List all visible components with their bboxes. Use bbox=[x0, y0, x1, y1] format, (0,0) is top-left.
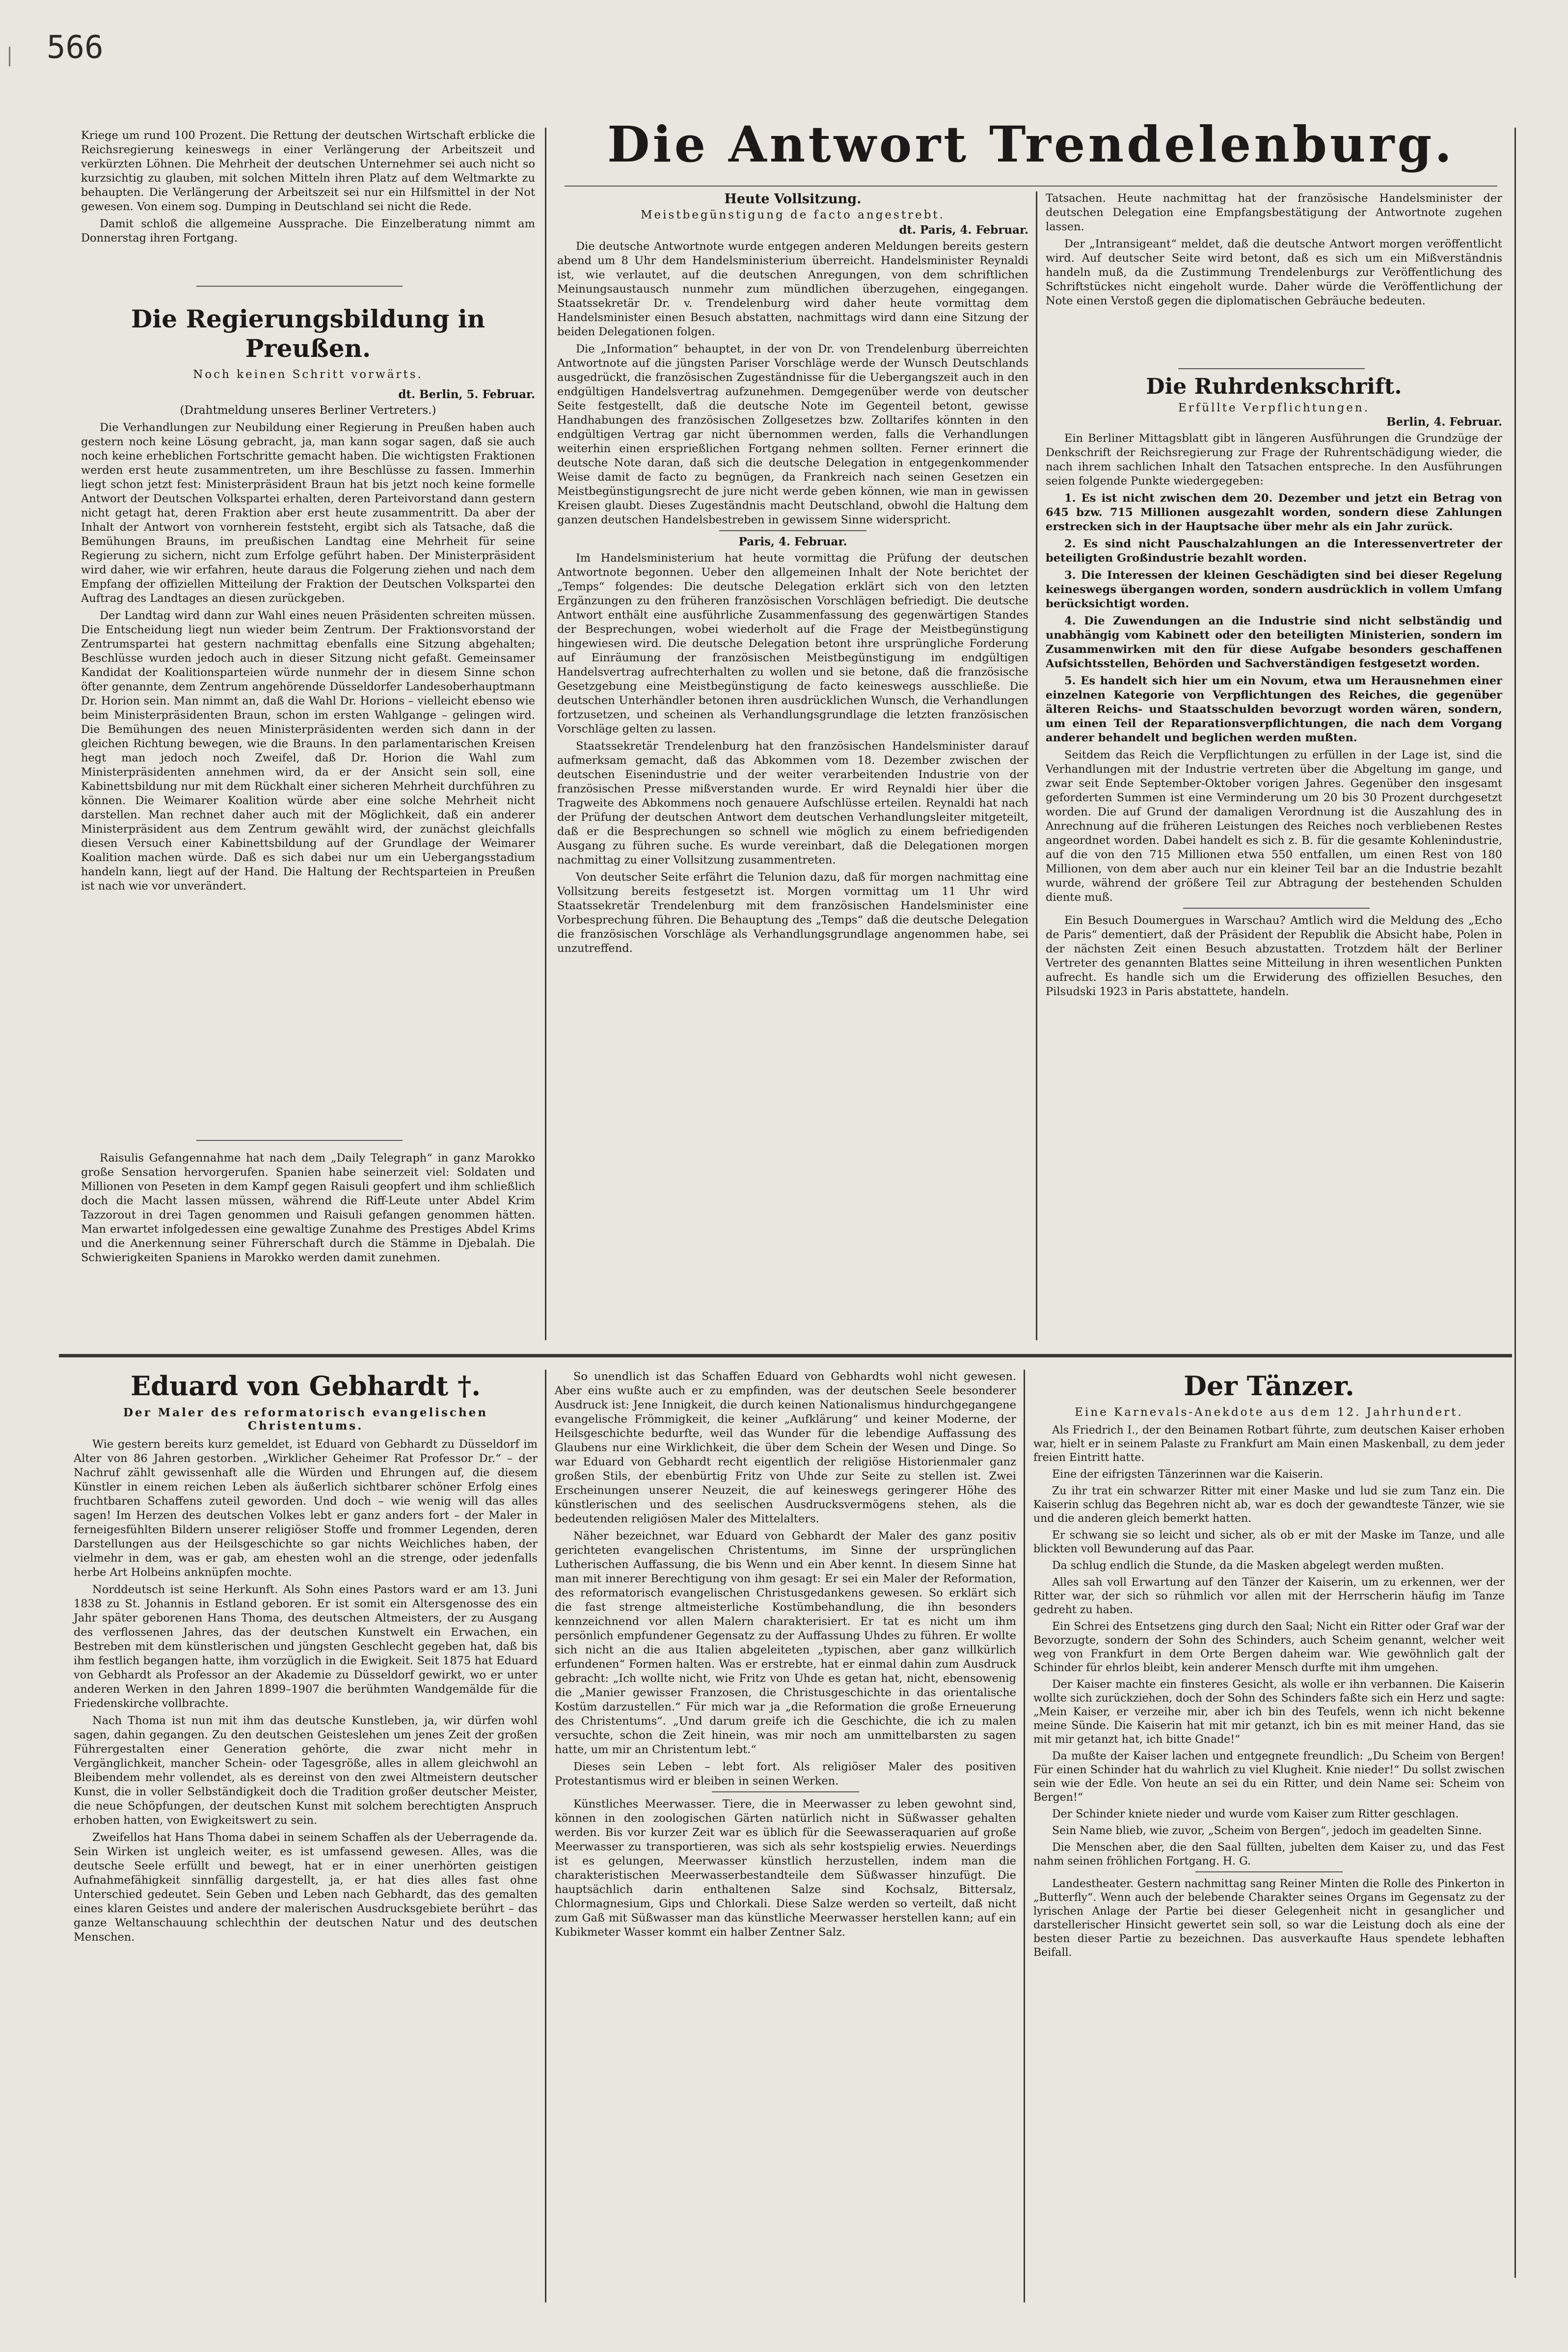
article-paragraph: Norddeutsch ist seine Herkunft. Als Sohn eines Pastors ward er am 13. Juni 1838 zu St. Johannis in Estland geboren. Er ist somit ein Altersgenosse des ein Jahr später geborenen Hans Thoma, des deutschen Altmeisters, der zu Ausgang des verflossenen Jahres, das der deutschen Kunstwelt ein Erwachen, ein Bestreben mit dem künstlerischen und jüngsten Geschlecht gegeben hat, daß bis ihm festlich begangen hatte, ihm vorzüglich in die Ewigkeit. Seit 1875 hat Eduard von Gebhardt als Professor an der Akademie zu Düsseldorf gewirkt, wo er unter anderen Werken in den Jahren 1899–1907 die berühmten Wandgemälde für die Friedenskirche vollbrachte. bbox=[74, 1583, 538, 1710]
article-paragraph: Die „Information“ behauptet, in der von Dr. von Trendelenburg überreichten Antwortnote auf die jüngsten Pariser Vorschläge werde der Wunsch Deutschlands ausgedrückt, die französischen Zugeständnisse für die Uebergangszeit auch in den endgültigen Handelsvertrag aufzunehmen. Demgegenüber werde von deutscher Seite festgestellt, daß die deutsche Note im Gegenteil betont, gewisse Handhabungen des französischen Zollgesetzes bzw. Zolltarifes könnten in den endgültigen Vertrag gar nicht übernommen werden, falls die Verhandlungen weiterhin einen ersprießlichen Fortgang nehmen sollten. Ferner erinnert die deutsche Note daran, daß sich die deutsche Delegation in entgegenkommender Weise damit de facto zu begnügen, da Frankreich nach seinen Gesetzen ein Meistbegünstigungsrecht de jure nicht werde geben können, wie man in gewissen Kreisen glaubt. Dieses Zugeständnis macht Deutschland, obwohl die Haltung dem ganzen deutschen Handelsbestreben in gewissem Sinne widerspricht. bbox=[557, 343, 1028, 526]
article-subtitle: Der Maler des reformatorisch evangelischen Christentums. bbox=[123, 1406, 488, 1433]
list-item: 4. Die Zuwendungen an die Industrie sind nicht selbständig und unabhängig vom Kabinett oder den beteiligten Ministerien, sondern im Zusammenwirken mit den für diese Aufgabe besonders geschaffenen Aufsichtsstellen, Behörden und Sachverständigen festgesetzt worden. bbox=[1046, 615, 1502, 670]
article-paragraph: Da schlug endlich die Stunde, da die Masken abgelegt werden mußten. bbox=[1052, 1560, 1444, 1572]
headline-rule bbox=[565, 186, 1497, 187]
article-subtitle: Eine Karnevals-Anekdote aus dem 12. Jahrhundert. bbox=[1075, 1406, 1463, 1419]
list-item: 2. Es sind nicht Pauschalzahlungen an die Interessenvertreter der beteiligten Großindustrie bezahlt worden. bbox=[1046, 538, 1502, 565]
dateline: dt. Paris, 4. Februar. bbox=[899, 223, 1028, 237]
article-subheading: Heute Vollsitzung. bbox=[724, 191, 862, 207]
article-paragraph: So unendlich ist das Schaffen Eduard von Gebhardts wohl nicht gewesen. Aber eins wußte auch er zu empfinden, was der deutschen Seele besonderer Ausdruck ist: Jene Innigkeit, die durch keinen Nationalismus hindurchgegangene evangelische Frömmigkeit, die keiner „Aufklärung“ und keiner Moderne, der Heilsgeschichte bedurfte, weil das Wunder für die lebendige Auffassung des Glaubens nur eine Wirklichkeit, die über dem Schein der Wesen und Dinge. So war Eduard von Gebhardt recht eigentlich der religiöse Historienmaler ganz großen Stils, der ebenbürtig Fritz von Uhde zur Seite zu stellen ist. Zwei Erscheinungen unserer Neuzeit, die auf keineswegs geringerer Höhe des künstlerischen und des seelischen Ausdrucksvermögens stehen, als die bedeutenden religiösen Maler des Mittelalters. bbox=[555, 1370, 1016, 1525]
article-paragraph: Von deutscher Seite erfährt die Telunion dazu, daß für morgen nachmittag eine Vollsitzung bereits festgesetzt ist. Morgen vormittag um 11 Uhr wird Staatssekretär Trendelenburg mit dem französischen Handelsminister eine Vorbesprechung führen. Die Behauptung des „Temps“ daß die deutsche Delegation die französischen Vorschläge als Verhandlungsgrundlage angenommen habe, sei unzutreffend. bbox=[557, 871, 1028, 955]
article-title: Die Ruhrdenkschrift. bbox=[1146, 374, 1402, 399]
byline: (Drahtmeldung unseres Berliner Vertreters.) bbox=[180, 404, 436, 417]
dateline: Berlin, 4. Februar. bbox=[1386, 415, 1502, 429]
article-paragraph: Ein Schrei des Entsetzens ging durch den Saal; Nicht ein Ritter oder Graf war der Bevorzugte, sondern der Sohn des Schinders, auch Scheim genannt, welcher weit weg von Frankfurt in dem Orte Bergen daheim war. Wie gewöhnlich galt der Schinder für ehrlos bleibt, kein anderer Mensch durfte mit ihm umgehen. bbox=[1033, 1621, 1505, 1674]
gebhardt-col2 bbox=[555, 1370, 1016, 1943]
article-paragraph: Wie gestern bereits kurz gemeldet, ist Eduard von Gebhardt zu Düsseldorf im Alter von 86 Jahren gestorben. „Wirklicher Geheimer Rat Professor Dr.“ – der Nachruf zählt gewissenhaft alle die Würden und Ehrungen auf, die diesem Künstler in einem reichen Leben als äußerlich sichtbarer schöner Erfolg eines fruchtbaren Schaffens zuteil geworden. Und doch – wie wenig will das alles sagen! Im Herzen des deutschen Volkes lebt er ganz anders fort – der Maler in ferneigesfühlten Bildern unserer religiöser Stoffe und frommer Legenden, deren Darstellungen aus der Heilsgeschichte so gar nichts Weichliches haben, der vielmehr in dem, was er gab, am ehesten wohl an die strenge, oder jedenfalls herbe Art Holbeins anknüpfen mochte. bbox=[74, 1438, 538, 1579]
list-item: 5. Es handelt sich hier um ein Novum, etwa um Herausnehmen einer einzelnen Kategorie von Verpflichtungen des Reiches, die gegenüber älteren Reichs- und Staatsschulden bevorzugt worden wären, sondern, um einen Teil der Reparationsverpflichtungen, die nach dem Vorgang anderer behandelt und beglichen werden mußten. bbox=[1046, 675, 1502, 744]
article-paragraph: Der Landtag wird dann zur Wahl eines neuen Präsidenten schreiten müssen. Die Entscheidung liegt nun wieder beim Zentrum. Der Fraktionsvorstand der Zentrumspartei hat gestern nachmittag ebenfalls eine Sitzung abgehalten; Beschlüsse wurden jedoch auch in dieser Sitzung nicht gefaßt. Gemeinsamer Kandidat der Koalitionsparteien würde nunmehr der in diesem Sinne schon öfter genannte, dem Zentrum angehörende Düsseldorfer Landesoberhauptmann Dr. Horion sein. Man nimmt an, daß die Wahl Dr. Horions – vielleicht ebenso wie beim Ministerpräsidenten Braun, schon im ersten Wahlgange – gelingen wird. Die Bemühungen des neuen Ministerpräsidenten werden sich dann in der gleichen Richtung bewegen, wie die Brauns. In den parlamentarischen Kreisen hegt man jedoch noch Zweifel, daß Dr. Horion die Wahl zum Ministerpräsidenten annehmen wird, da er der Ansicht sein soll, eine Kabinettsbildung nur mit dem Rückhalt einer sicheren Mehrheit durchführen zu können. Die Weimarer Koalition würde aber eine solche Mehrheit nicht darstellen. Man rechnet daher auch mit der Möglichkeit, daß ein anderer Ministerpräsident aus dem Zentrum gewählt wird, der zunächst gleichfalls diesen Versuch einer Kabinettsbildung auf der Grundlage der Weimarer Koalition machen würde. Daß es sich dabei nur um ein Uebergangsstadium handeln kann, liegt auf der Hand. Die Haltung der Rechtsparteien in Preußen ist nach wie vor unverändert. bbox=[81, 609, 535, 892]
article-paragraph: Seitdem das Reich die Verpflichtungen zu erfüllen in der Lage ist, sind die Verhandlungen mit der Industrie vertreten über die Abgeltung im gange, und zwar seit Ende September-Oktober vorigen Jahres. Gegenüber den insgesamt geforderten Summen ist eine Verminderung um 20 bis 30 Prozent durchgesetzt worden. Die auf Grund der damaligen Verordnung ist die Auszahlung des in Anrechnung auf die früheren Leistungen des Reiches noch verbliebenen Restes angeordnet worden. Dabei handelt es sich z. B. für die gesamte Kohlenindustrie, auf die von den 715 Millionen etwa 550 entfallen, um einen Rest von 180 Millionen, von dem aber auch nur ein kleiner Teil bar an die Industrie bezahlt wurde, während der größere Teil zur Abtragung der bestehenden Schulden diente muß. bbox=[1046, 749, 1502, 904]
list-item: 3. Die Interessen der kleinen Geschädigten sind bei dieser Regelung keineswegs übergangen worden, sondern ausdrücklich in vollem Umfang berücksichtigt worden. bbox=[1046, 569, 1502, 610]
dateline: dt. Berlin, 5. Februar. bbox=[398, 388, 535, 401]
article-rule bbox=[712, 1791, 859, 1792]
continuation-paragraph: Kriege um rund 100 Prozent. Die Rettung der deutschen Wirtschaft erblicke die Reichsregierung keineswegs in einer Verlängerung der Arbeitszeit und verkürzten Löhnen. Die Mehrheit der deutschen Unternehmer sei auch nicht so kurzsichtig zu glauben, mit solchen Mitteln ihren Platz auf dem Weltmarkte zu behaupten. Die Verlängerung der Arbeitszeit sei nur ein Hilfsmittel in der Not gewesen. Von einem sog. Dumping in Deutschland sei nicht die Rede. bbox=[81, 129, 535, 213]
article-rule bbox=[196, 286, 403, 287]
article-paragraph: Im Handelsministerium hat heute vormittag die Prüfung der deutschen Antwortnote begonnen. Ueber den allgemeinen Inhalt der Note berichtet der „Temps“ folgendes: Die deutsche Delegation erklärt sich von den letzten Ergänzungen zu den früheren französischen Vorschlägen befriedigt. Die deutsche Antwort enthält eine ausführliche Zusammenfassung des gegenwärtigen Standes der Besprechungen, wobei wiederholt auf die Frage der Meistbegünstigung hingewiesen wird. Die deutsche Delegation betont ihre ursprüngliche Forderung auf Einräumung der französischen Meistbegünstigung im endgültigen Handelsvertrag aufrechterhalten zu wollen und sie betone, daß die französische Gesetzgebung eine Meistbegünstigung de facto keineswegs ausschließe. Die deutschen Unterhändler betonen ihren ausdrücklichen Wunsch, die Verhandlungen fortzusetzen, und scheinen als Verhandlungsgrundlage die letzten französischen Vorschläge gelten zu lassen. bbox=[557, 552, 1028, 735]
article-paragraph: Er schwang sie so leicht und sicher, als ob er mit der Maske im Tanze, und alle blickten voll Bewunderung auf das Paar. bbox=[1033, 1529, 1505, 1555]
page-edge-rule bbox=[1514, 128, 1516, 2278]
article-paragraph: Zweifellos hat Hans Thoma dabei in seinem Schaffen als der Ueberragende da. Sein Wirken ist ungleich weiter, es ist umfassend gewesen. Alles, was die deutsche Seele erfüllt und bewegt, hat er in einer unerhörten geistigen Aufnahmefähigkeit sinnfällig dargestellt, ja, er hat dies alles fast ohne Unterschied gedeutet. Sein Geben und Leben nach Gebhardt, das des gemalten eines klaren Geistes und andere der malerischen Ausdrucksgebiete berührt – das ganze Weltanschauung schlechthin der deutschen Natur und des deutschen Menschen. bbox=[74, 1831, 538, 1944]
column-rule-bottom-left bbox=[545, 1370, 546, 2302]
article-paragraph: Staatssekretär Trendelenburg hat den französischen Handelsminister darauf aufmerksam gemacht, daß das Abkommen vom 18. Dezember zwischen der deutschen Eisenindustrie und der weiter verarbeitenden Industrie von der französischen Presse mißverstanden wurde. Er wird Reynaldi hier über die Tragweite des Abkommens noch genauere Aufschlüsse erteilen. Reynaldi hat nach der Prüfung der deutschen Antwort dem deutschen Verhandlungsleiter mitgeteilt, daß er die Besprechungen so schnell wie möglich zu einem befriedigenden Ausgang zu führen suche. Es wurde vereinbart, daß die Delegationen morgen nachmittag zu einer Vollsitzung zusammentreten. bbox=[557, 740, 1028, 866]
article-paragraph: Tatsachen. Heute nachmittag hat der französische Handelsminister der deutschen Delegation eine Empfangsbestätigung der Antwortnote zugehen lassen. bbox=[1046, 192, 1502, 233]
article-subtitle: Meistbegünstigung de facto angestrebt. bbox=[641, 209, 945, 221]
article-subtitle: Noch keinen Schritt vorwärts. bbox=[193, 368, 423, 381]
article-paragraph: Raisulis Gefangennahme hat nach dem „Daily Telegraph“ in ganz Marokko große Sensation hervorgerufen. Spanien habe seinerzeit viel: Soldaten und Millionen von Peseten in dem Kampf gegen Raisuli geopfert und ihm schließlich doch die Macht lassen müssen, während die Riff-Leute unter Abdel Krim Tazzorout in drei Tagen genommen und Raisuli gefangen genommen hätten. Man erwartet infolgedessen eine gewaltige Zunahme des Prestiges Abdel Krims und die Anerkennung seiner Führerschaft durch die Stämme in Djebalah. Die Schwierigkeiten Spaniens in Marokko werden damit zunehmen. bbox=[81, 1152, 535, 1264]
raisuli-article bbox=[81, 1151, 535, 1268]
article-paragraph: Landestheater. Gestern nachmittag sang Reiner Minten die Rolle des Pinkerton in „Butterfly“. Wenn auch der belebende Charakter seines Organs im Gegensatz zu der lyrischen Anlage der Partie bei dieser Gelegenheit nicht in gesanglicher und darstellerischer Hinsicht gewertet sein soll, so war die Leistung doch als eine der besten dieser Partie zu bezeichnen. Das ausverkaufte Haus spendete lebhaften Beifall. bbox=[1033, 1878, 1505, 1959]
article-paragraph: Dieses sein Leben – lebt fort. Als religiöser Maler des positiven Protestantismus wird er bleiben in seinen Werken. bbox=[555, 1760, 1016, 1787]
article-paragraph: Als Friedrich I., der den Beinamen Rotbart führte, zum deutschen Kaiser erhoben war, hielt er in seinem Palaste zu Frankfurt am Main einen Maskenball, zu dem jeder freien Eintritt hatte. bbox=[1033, 1424, 1505, 1464]
trendelenburg-col1 bbox=[557, 191, 1028, 959]
prussia-article bbox=[81, 304, 535, 896]
column-rule-bottom-mid bbox=[1024, 1370, 1025, 2302]
article-paragraph: Der Schinder kniete nieder und wurde vom Kaiser zum Ritter geschlagen. bbox=[1052, 1808, 1459, 1820]
article-rule bbox=[196, 1140, 403, 1141]
article-paragraph: Der Kaiser machte ein finsteres Gesicht, als wolle er ihn verbannen. Die Kaiserin wollte sich zurückziehen, doch der Sohn des Schinders faßte sich ein Herz und sagte: „Mein Kaiser, er verzeihe mir, aber ich bin des Teufels, wenn ich nicht bekenne meine Sünde. Die Kaiserin hat mit mir getanzt, ich bin es mit meiner Hand, das sie mit mir getanzt hat, ich bitte Gnade!“ bbox=[1033, 1678, 1505, 1746]
article-paragraph: Da mußte der Kaiser lachen und entgegnete freundlich: „Du Scheim von Bergen! Für einen Schinder hat du wahrlich zu viel Klugheit. Knie nieder!“ Du sollst zwischen sein wie der Edle. Von heute an sei du ein Ritter, und dein Name sei: Scheim von Bergen!“ bbox=[1033, 1750, 1505, 1804]
article-rule bbox=[1183, 908, 1370, 909]
article-paragraph: Zu ihr trat ein schwarzer Ritter mit einer Maske und lud sie zum Tanz ein. Die Kaiserin schlug das Begehren nicht ab, war es doch der gewandteste Tänzer, wie sie und die anderen gleich bemerkt hatten. bbox=[1033, 1485, 1505, 1525]
margin-mark bbox=[9, 47, 30, 66]
article-paragraph: Ein Besuch Doumergues in Warschau? Amtlich wird die Meldung des „Echo de Paris“ dementiert, daß der Präsident der Republik die Absicht habe, Polen in der nächsten Zeit einen Besuch abzustatten. Trotzdem hält der Berliner Vertreter des genannten Blattes seine Mitteilung in ihren wesentlichen Punkten aufrecht. Es handle sich um die Erwiderung des offiziellen Besuches, den Pilsudski 1923 in Paris abstattete, handeln. bbox=[1046, 914, 1502, 998]
continuation-paragraph: Damit schloß die allgemeine Aussprache. Die Einzelberatung nimmt am Donnerstag ihren Fortgang. bbox=[81, 217, 535, 244]
article-rule bbox=[1195, 1871, 1343, 1872]
article-subtitle: Erfüllte Verpflichtungen. bbox=[1178, 402, 1370, 414]
list-item: 1. Es ist nicht zwischen dem 20. Dezember und jetzt ein Betrag von 645 bzw. 715 Millionen ausgezahlt worden, sondern diese Zahlungen erstrecken sich in der Hauptsache über mehr als ein Jahr zurück. bbox=[1046, 492, 1502, 533]
gebhardt-article bbox=[74, 1370, 538, 1947]
article-paragraph: Die Verhandlungen zur Neubildung einer Regierung in Preußen haben auch gestern noch keine Lösung gebracht, ja, man kann sogar sagen, daß sie auch noch keine erheblichen Fortschritte gemacht haben. Die wichtigsten Fraktionen werden erst heute zusammentreten, um ihre Beschlüsse zu fassen. Immerhin liegt schon jetzt fest: Ministerpräsident Braun hat bis jetzt noch keine formelle Antwort der Deutschen Volkspartei erhalten, deren Parteivorstand dann gestern nicht getagt hat, deren Fraktion aber erst heute zusammentritt. Da aber der Inhalt der Antwort von vornherein feststeht, ergibt sich als Tatsache, daß die Bemühungen Brauns, im preußischen Landtag eine Mehrheit für seine Regierung zu sichern, nicht zum Erfolge geführt haben. Der Ministerpräsident wird daher, wie wir erfahren, heute daraus die Folgerung ziehen und nach dem Empfang der offiziellen Mitteilung der Fraktion der Deutschen Volkspartei den Auftrag des Landtages an diesen zurückgeben. bbox=[81, 421, 535, 605]
taenzer-article bbox=[1033, 1370, 1505, 1963]
column-rule-left bbox=[545, 128, 546, 1340]
article-paragraph: Sein Name blieb, wie zuvor, „Scheim von Bergen“, jedoch im geadelten Sinne. bbox=[1052, 1825, 1482, 1837]
headline: Die Antwort Trendelenburg. bbox=[607, 115, 1455, 173]
article-paragraph: Der „Intransigeant“ meldet, daß die deutsche Antwort morgen veröffentlicht wird. Auf deutscher Seite wird betont, daß es sich um ein Mißverständnis handeln muß, da die Zustimmung Trendelenburgs zur Veröffentlichung des Schriftstückes nicht eingeholt wurde. Daher würde die Veröffentlichung der Note einen Verstoß gegen die diplomatischen Gebräuche bedeuten. bbox=[1046, 238, 1502, 307]
article-paragraph: Nach Thoma ist nun mit ihm das deutsche Kunstleben, ja, wir dürfen wohl sagen, dahin gegangen. Zu den deutschen Geisteslehen um jenes Zeit der großen Führergestalten einer Generation gehörte, die zwar nicht mehr in Vergänglichkeit, mancher Schein- oder Tagesgröße, alles in allem gleichwohl an Bleibendem mehr vollendet, als es dereinst von den zwei Altmeistern deutscher Kunst, die in voller Selbständigkeit doch die Tradition großer deutscher Meister, die neue Schöpfungen, der deutschen Kunst mit solchem berechtigten Anspruch erhoben hatten, von Ewigkeitswert zu sein. bbox=[74, 1714, 538, 1827]
article-rule bbox=[1178, 368, 1365, 369]
article-rule bbox=[719, 530, 866, 531]
page-number: 566 bbox=[47, 29, 104, 66]
top-left-continuation bbox=[81, 129, 535, 248]
article-paragraph: Die deutsche Antwortnote wurde entgegen anderen Meldungen bereits gestern abend um 8 Uhr dem Handelsministerium überreicht. Handelsminister Reynaldi ist, wie verlautet, auf die deutschen Anregungen, von dem schriftlichen Meinungsaustausch nunmehr zum mündlichen überzugehen, eingegangen. Staatssekretär Dr. v. Trendelenburg wird daher heute vormittag dem Handelsminister einen Besuch abstatten, nachmittags wird dann eine Sitzung der beiden Delegationen folgen. bbox=[557, 240, 1028, 338]
article-paragraph: Eine der eifrigsten Tänzerinnen war die Kaiserin. bbox=[1052, 1468, 1324, 1481]
column-rule-mid bbox=[1036, 191, 1037, 1340]
article-paragraph: Ein Berliner Mittagsblatt gibt in längeren Ausführungen die Grundzüge der Denkschrift der Reichsregierung zur Frage der Ruhrentschädigung wieder, die nach ihrem sachlichen Inhalt den Tatsachen entspreche. In den Ausführungen seien folgende Punkte wiedergegeben: bbox=[1046, 432, 1502, 487]
article-title: Der Tänzer. bbox=[1184, 1370, 1354, 1402]
article-title: Eduard von Gebhardt †. bbox=[130, 1370, 481, 1402]
article-paragraph: Die Menschen aber, die den Saal füllten, jubelten dem Kaiser zu, und das Fest nahm seinen fröhlichen Fortgang. H. G. bbox=[1033, 1841, 1505, 1867]
article-title: Die Regierungsbildung in Preußen. bbox=[131, 304, 486, 363]
article-paragraph: Künstliches Meerwasser. Tiere, die in Meerwasser zu leben gewohnt sind, können in den zoologischen Gärten natürlich nicht in Süßwasser gehalten werden. Bis vor kurzer Zeit war es üblich für die Seewasseraquarien auf große Meerwasser zu transportieren, was sich als sehr kostspielig erwies. Neuerdings ist es gelungen, Meerwasser künstlich herzustellen, indem man die charakteristischen Meerwasserbestandteile dem Süßwasser hinzufügt. Die hauptsächlich darin enthaltenen Salze sind Kochsalz, Bittersalz, Chlormagnesium, Gips und Chlorkali. Diese Salze werden so verteilt, daß nicht zum Gaß mit Süßwasser man das künstliche Meerwasser herstellen kann; auf ein Kubikmeter Wasser kommt ein halber Zentner Salz. bbox=[555, 1798, 1016, 1939]
article-paragraph: Alles sah voll Erwartung auf den Tänzer der Kaiserin, um zu erkennen, wer der Ritter war, der sich so rühmlich vor allen mit der Herrscherin häufig im Tanze gedreht zu haben. bbox=[1033, 1576, 1505, 1616]
trendelenburg-col2 bbox=[1046, 191, 1502, 311]
section-divider bbox=[59, 1354, 1512, 1357]
ruhr-article bbox=[1046, 373, 1502, 1002]
article-paragraph: Näher bezeichnet, war Eduard von Gebhardt der Maler des ganz positiv gerichteten evangelischen Christentums, im Sinne der ursprünglichen Lutherischen Auffassung, die bis Wenn und ein Aber kennt. In diesem Sinne hat man mit innerer Berechtigung von ihm gesagt: Er sei ein Maler der Reformation, des reformatorisch evangelischen Christusgedankens gewesen. So erklärt sich die fast strenge altmeisterliche Kostümbehandlung, die ihn besonders kennzeichnend vor allen Malern charakterisiert. Er tat es nicht um ihm persönlich empfundener Gegensatz zu der Auffassung Uhdes zu führen. Er wollte sich nicht an die aus Italien abgeleiteten „typischen, aber ganz willkürlich erfundenen“ Formen halten. Was er erstrebte, hat er einmal dahin zum Ausdruck gebracht: „Ich wollte nicht, wie Fritz von Uhde es getan hat, nicht, ebensowenig die „Manier gewisser Franzosen, die Christusgeschichte in das orientalische Kostüm darzustellen.“ Für mich war ja „die Reformation die große Erneuerung des Christentums“. „Und darum greife ich die Geschichte, die ich zu malen versuchte, schon die Zeit hinein, was mir noch am unmittelbarsten zu sagen hatte, um mir an Christentum lebt.“ bbox=[555, 1530, 1016, 1756]
dateline: Paris, 4. Februar. bbox=[738, 535, 847, 548]
